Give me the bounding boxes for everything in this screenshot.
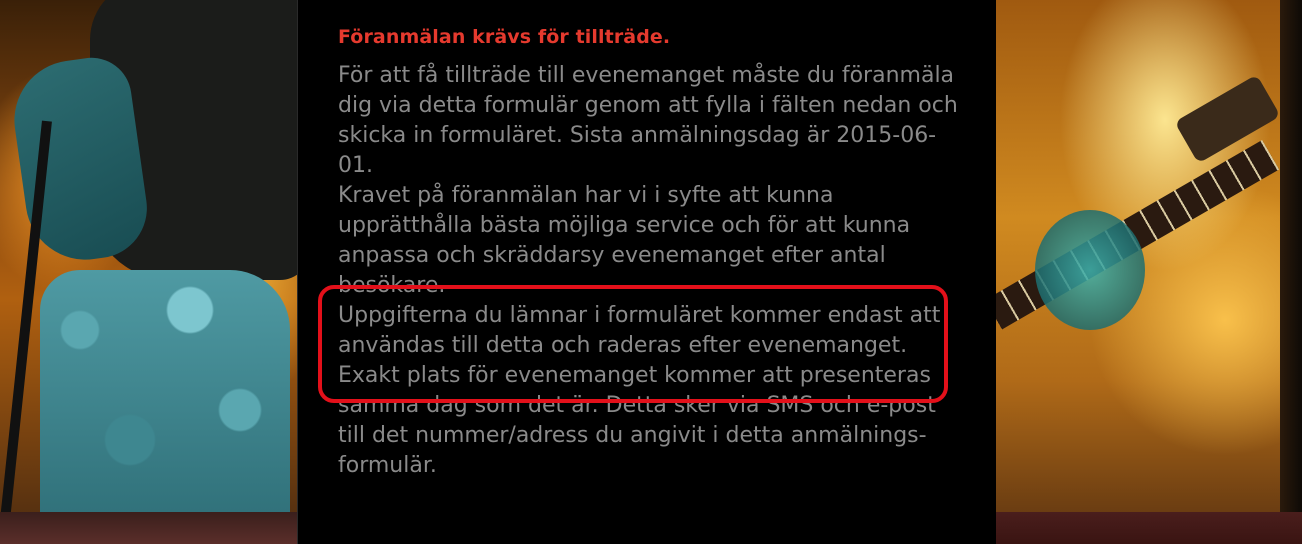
paragraph-location: Exakt plats för evenemanget kommer att presenteras samma dag som det är. Detta sker via SMS och e-post till det nummer/adress du angivit i detta anmälnings-formulär. (338, 363, 936, 478)
stage-floor-right (995, 512, 1302, 544)
notice-body (338, 61, 958, 481)
content-panel (297, 0, 996, 544)
paragraph-data-usage: Uppgifterna du lämnar i formuläret kommer endast att användas till detta och raderas efter evenemanget. (338, 303, 941, 358)
right-background-photo (995, 0, 1302, 544)
paragraph-purpose: Kravet på föranmälan har vi i syfte att kunna upprätthålla bästa möjliga service och för att kunna anpassa och skräddarsy evenemanget efter antal besökare. (338, 183, 911, 298)
left-background-photo (0, 0, 297, 544)
performer-pants (40, 270, 290, 530)
notice-title: Föranmälan krävs för tillträde. (338, 26, 671, 48)
paragraph-registration: För att få tillträde till evenemanget måste du föranmäla dig via detta formulär genom att fylla i fälten nedan och skicka in formuläret. Sista anmälningsdag är 2015-06-01. (338, 63, 958, 178)
right-photo-edge (1280, 0, 1302, 512)
guitarist-hand (1035, 210, 1145, 330)
stage-floor (0, 512, 297, 544)
